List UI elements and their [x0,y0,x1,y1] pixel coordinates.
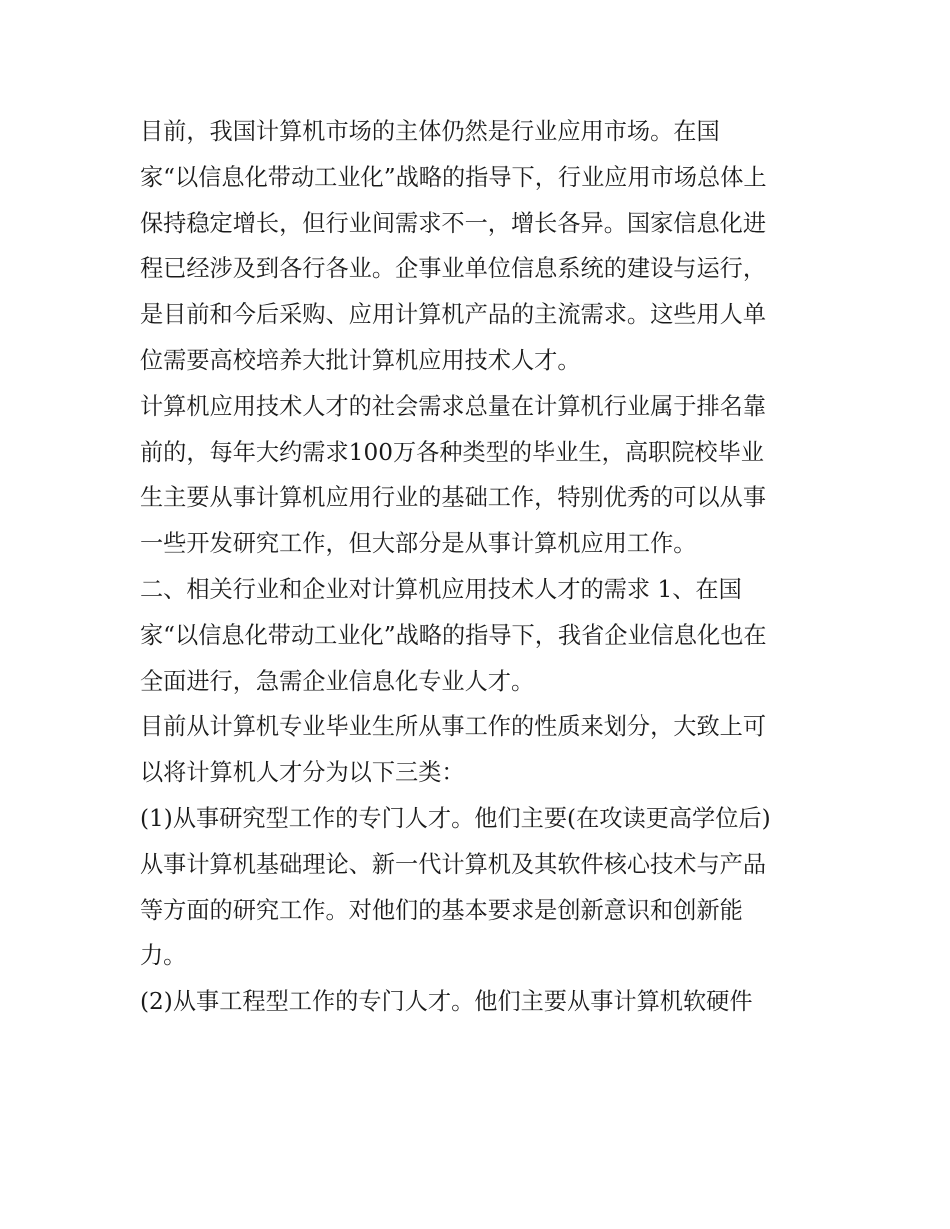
section-heading-line: 二、相关行业和企业对计算机应用技术人才的需求 1、在国 [140,575,742,603]
text-line: 全面进行，急需企业信息化专业人才。 [140,667,535,695]
text-line: 一些开发研究工作，但大部分是从事计算机应用工作。 [140,530,697,558]
list-item-line: (1)从事研究型工作的专门人才。他们主要(在攻读更高学位后) [140,804,771,832]
document-body [140,109,812,1025]
text-line: 是目前和今后采购、应用计算机产品的主流需求。这些用人单 [140,301,767,329]
text-line: 目前从计算机专业毕业生所从事工作的性质来划分，大致上可 [140,713,767,741]
text-line: 计算机应用技术人才的社会需求总量在计算机行业属于排名靠 [140,392,767,420]
text-line: 位需要高校培养大批计算机应用技术人才。 [140,346,581,374]
text-line: 程已经涉及到各行各业。企事业单位信息系统的建设与运行， [140,255,767,283]
text-line: 家“以信息化带动工业化”战略的指导下，行业应用市场总体上 [140,163,767,191]
text-line: 等方面的研究工作。对他们的基本要求是创新意识和创新能 [140,896,743,924]
list-item-line: (2)从事工程型工作的专门人才。他们主要从事计算机软硬件 [140,988,753,1016]
text-line: 保持稳定增长，但行业间需求不一，增长各异。国家信息化进 [140,209,767,237]
text-line: 前的，每年大约需求100万各种类型的毕业生，高职院校毕业 [140,438,764,466]
text-line: 从事计算机基础理论、新一代计算机及其软件核心技术与产品 [140,850,767,878]
text-line: 力。 [140,942,187,970]
text-line: 以将计算机人才分为以下三类： [140,759,465,787]
text-line: 家“以信息化带动工业化”战略的指导下，我省企业信息化也在 [140,621,767,649]
text-line: 目前，我国计算机市场的主体仍然是行业应用市场。在国 [140,118,720,145]
text-line: 生主要从事计算机应用行业的基础工作，特别优秀的可以从事 [140,484,767,512]
